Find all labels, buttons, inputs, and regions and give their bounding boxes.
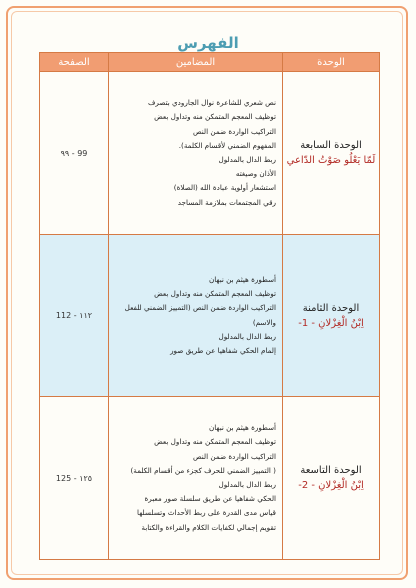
content-line: ( التمييز الضمني للحرف كجزء من أقسام الكلمة) (130, 465, 276, 475)
content-line: إلمام الحكي شفاهيا عن طريق صور (170, 345, 276, 355)
table-row (40, 397, 380, 560)
unit-name: الوحدة التاسعة (300, 465, 362, 476)
content-line: أسطورة هيثم بن نبهان (208, 423, 276, 433)
content-line: الحكي شفاهيا عن طريق سلسلة صور معبرة (144, 494, 276, 504)
content-line: تقويم إجمالي لكفايات الكلام والقراءة والكتابة (141, 522, 276, 532)
content-line: ربط الدال بالمدلول (218, 155, 276, 164)
page-cell: 99 - ٩٩ (40, 72, 109, 235)
content-line: ربط الدال بالمدلول (218, 480, 276, 489)
content-line: التراكيب الواردة ضمن النص (192, 451, 276, 461)
content-line: المفهوم الضمني لأقسام الكلمة). (178, 140, 276, 150)
content-line: رقي المجتمعات بملازمة المساجد (177, 197, 276, 207)
content-line: نص شعري للشاعرة نوال الجارودي بتصرف (147, 98, 276, 108)
content-line: التراكيب الواردة ضمن النص (التمييز الضمني للفعل (124, 303, 276, 313)
content-line: توظيف المعجم المتمكن منه وتداول بعض (154, 289, 276, 299)
contents-cell (109, 235, 283, 397)
page-title: الفهرس (177, 34, 239, 52)
header-unit: الوحدة (283, 53, 380, 72)
unit-subtitle: اِبْنُ الْغِزْلانِ - 1- (298, 317, 364, 329)
unit-cell (283, 235, 380, 397)
unit-name: الوحدة الثامنة (302, 302, 360, 314)
index-table (39, 52, 380, 560)
content-line: التراكيب الواردة ضمن النص (192, 126, 276, 136)
header-contents: المضامين (109, 53, 283, 72)
table-row (40, 72, 380, 235)
table-row (40, 235, 380, 397)
unit-name: الوحدة السابعة (300, 140, 362, 151)
content-line: أسطورة هيثم بن نبهان (208, 274, 276, 284)
unit-cell (283, 72, 380, 235)
contents-cell (109, 397, 283, 560)
content-line: استشعار أولوية عبادة الله (الصلاة) (173, 183, 276, 193)
content-line: والاسم) (252, 317, 276, 327)
table-header-row (40, 53, 380, 72)
contents-cell (109, 72, 283, 235)
unit-cell (283, 397, 380, 560)
unit-subtitle: لَمّا يَعْلُو صَوْتُ الدّاعي (286, 155, 376, 166)
content-line: الأذان وصيغته (235, 169, 276, 179)
page-cell: ١١٢ - 112 (40, 235, 109, 397)
content-line: توظيف المعجم المتمكن منه وتداول بعض (154, 437, 276, 447)
content-line: توظيف المعجم المتمكن منه وتداول بعض (154, 112, 276, 122)
content-line: قياس مدى القدرة على ربط الأحداث وتسلسلها (137, 508, 276, 518)
content-line: ربط الدال بالمدلول (218, 331, 276, 341)
page-cell: ١٢٥ - 125 (40, 397, 109, 560)
header-page: الصفحة (40, 53, 109, 72)
unit-subtitle: اِبْنُ الْغِزْلانِ - 2- (298, 480, 364, 491)
